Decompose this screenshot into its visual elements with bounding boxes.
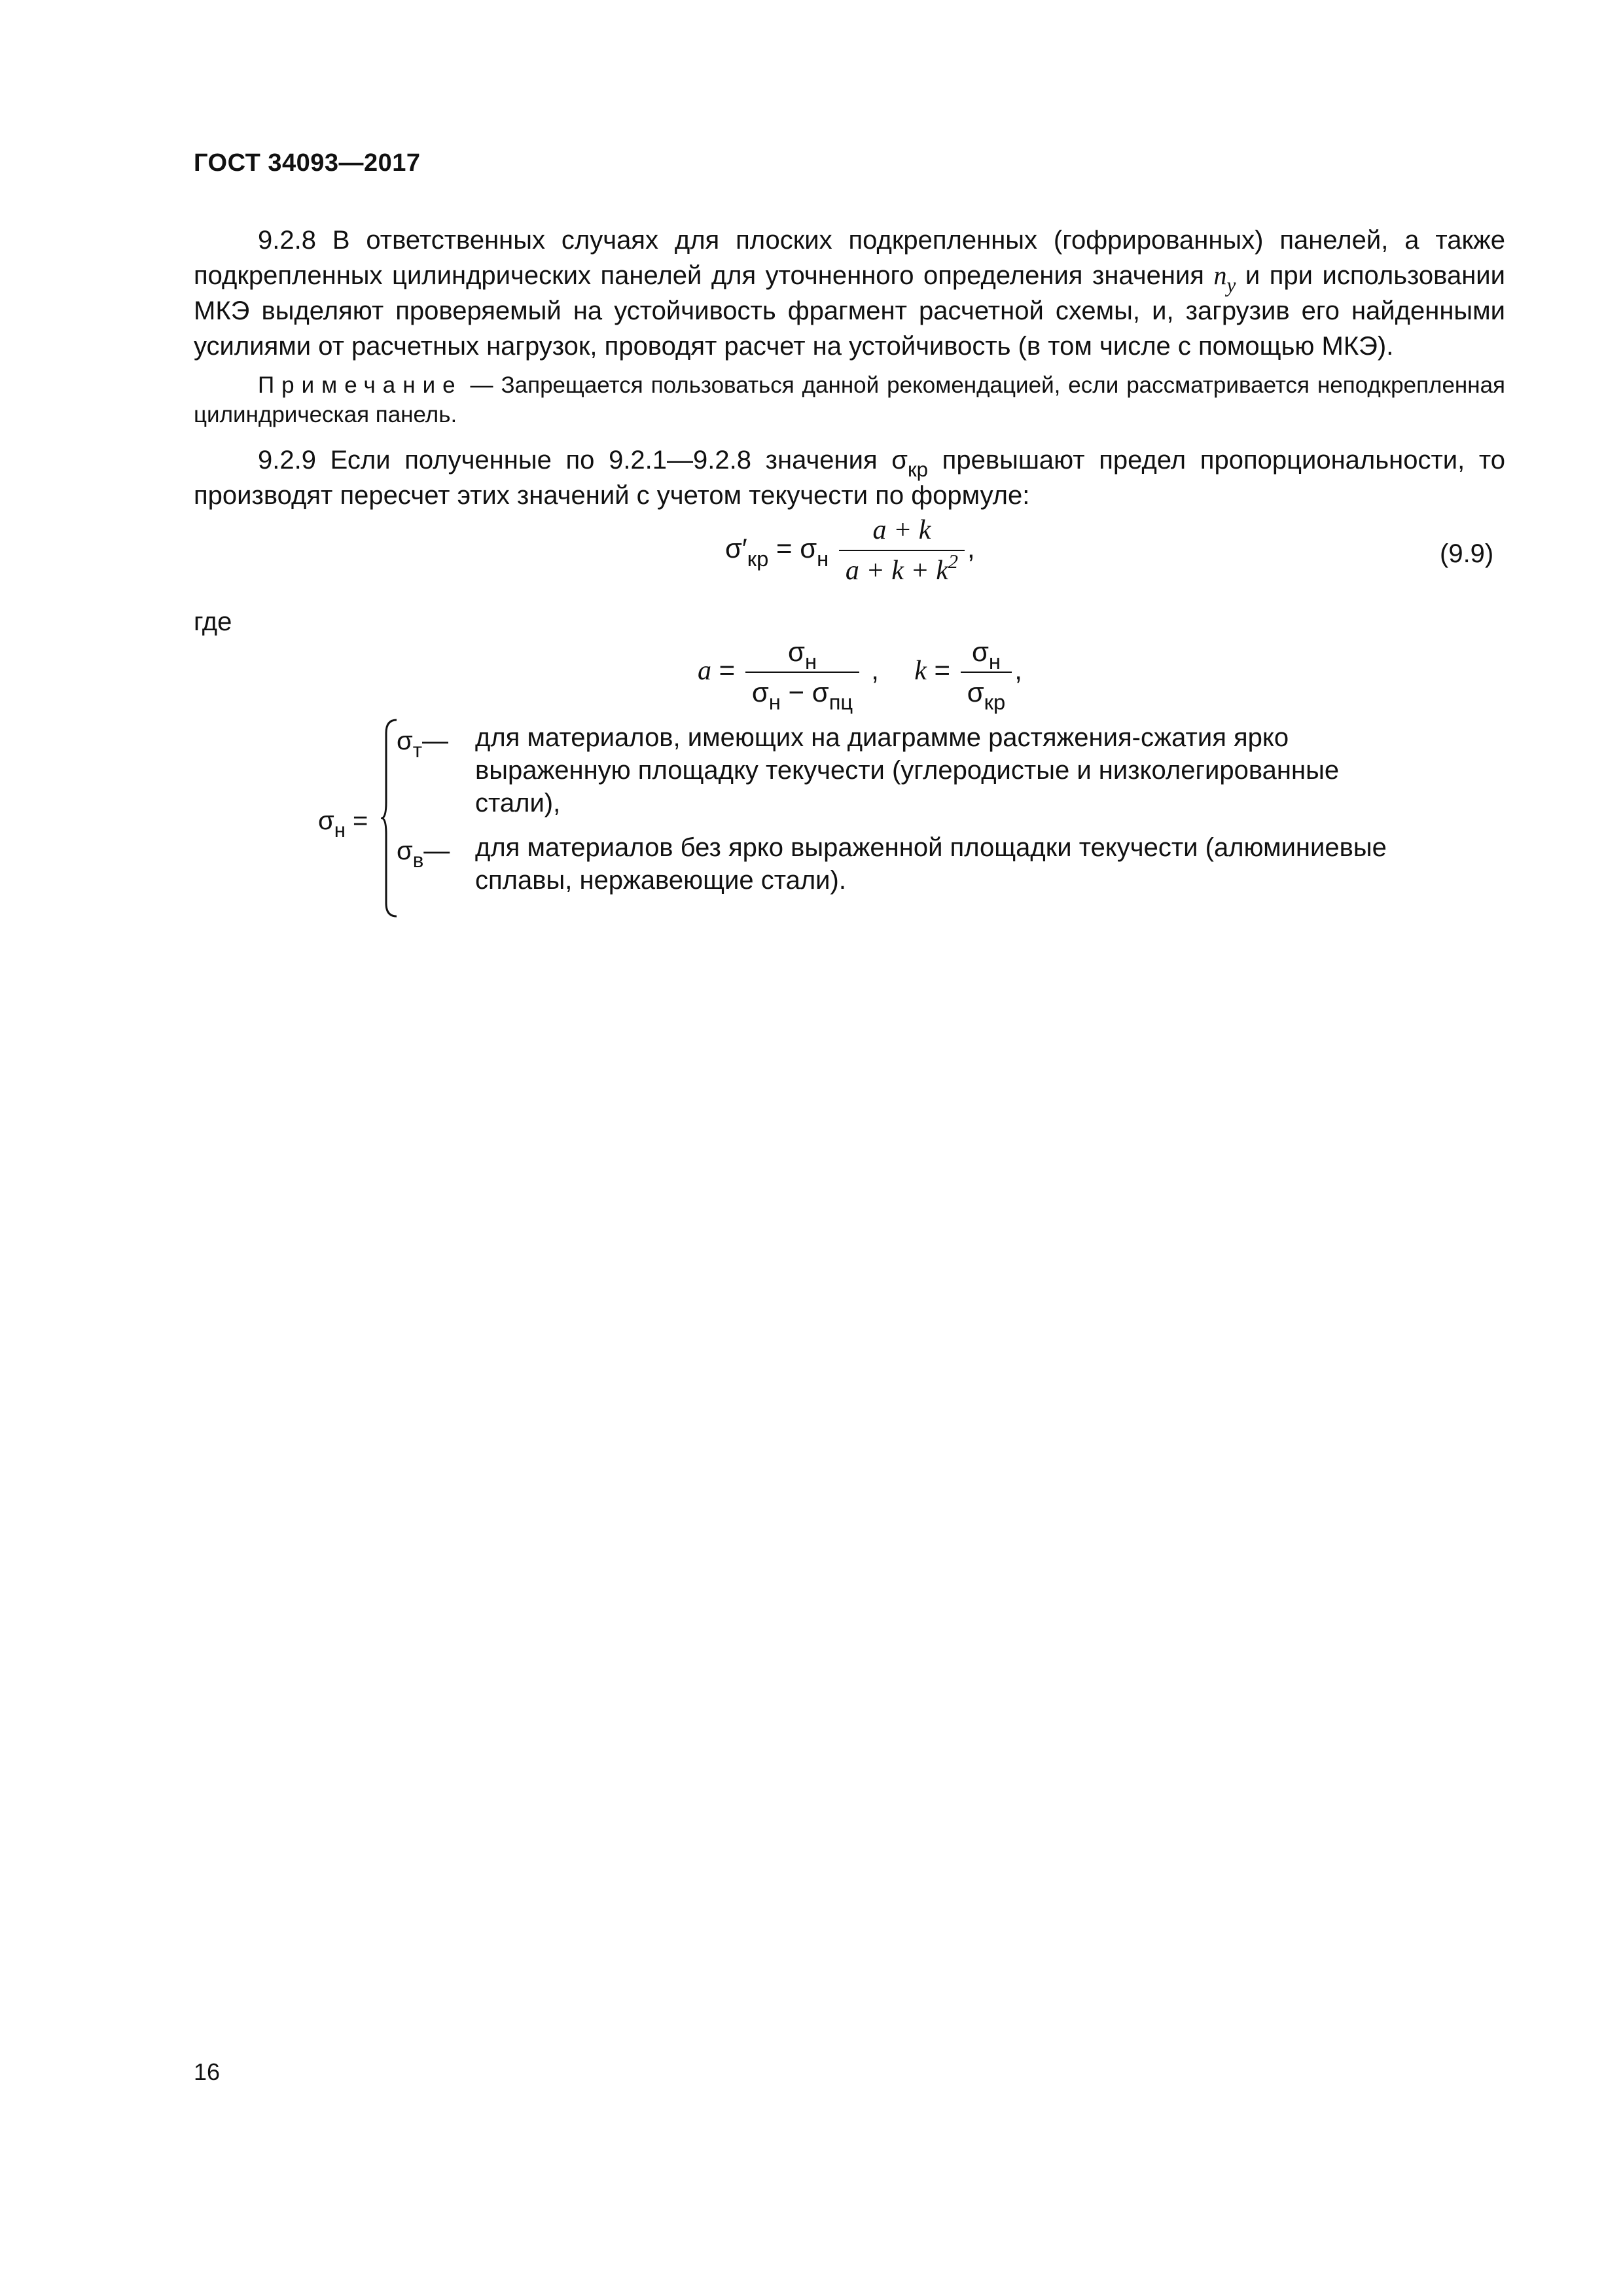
document-header: ГОСТ 34093—2017 — [194, 149, 421, 177]
fraction-denominator — [839, 550, 965, 586]
case-2-symbol — [397, 836, 450, 872]
variable-k: k — [914, 656, 927, 687]
paragraph-text: и при использовании МКЭ выделяют проверяемый на устойчивость фрагмент расчетной схемы, и, загрузив его найденными усилиями от расчетных нагрузок, проводят расчет на устойчивость (в том числе с помощью МКЭ). — [194, 261, 1505, 361]
paragraph-9-2-9 — [194, 442, 1505, 513]
formula-equals: = σ — [768, 533, 817, 564]
page-number: 16 — [194, 2058, 221, 2085]
sigma-symbol: σ — [971, 636, 989, 667]
denominator-text: a + k + k — [845, 556, 948, 586]
formula-equals: = — [926, 655, 958, 686]
sigma-symbol: σ — [397, 726, 413, 755]
note — [194, 370, 1505, 429]
paragraph-text: 9.2.9 Если полученные по 9.2.1—9.2.8 значения σ — [258, 446, 908, 475]
formula-separator: , — [871, 655, 879, 686]
formula-lhs-subscript: кр — [747, 546, 769, 571]
sigma-symbol: σ — [318, 806, 334, 835]
formula-equals: = — [711, 655, 743, 686]
fraction-k — [961, 636, 1012, 715]
sigma-symbol: σ — [967, 677, 984, 708]
sigma-definition-lhs — [318, 806, 368, 842]
formula-9-9 — [725, 514, 975, 586]
case-dash: — — [421, 726, 448, 755]
formula-a-k — [698, 636, 1022, 715]
formula-lhs: σ′ — [725, 533, 747, 564]
sigma-subscript: т — [412, 738, 422, 762]
sigma-subscript: н — [768, 690, 781, 715]
paragraph-9-2-8 — [194, 223, 1505, 364]
case-1-symbol — [397, 726, 448, 762]
formula-trail: , — [967, 533, 975, 564]
case-2-text: для материалов без ярко выраженной площадки текучести (алюминиевые сплавы, нержавеющие стали). — [475, 833, 1387, 895]
formula-trail: , — [1014, 655, 1022, 686]
sigma-subscript: кр — [984, 690, 1006, 715]
sigma-subscript: н — [804, 649, 817, 674]
sigma-symbol: σ — [788, 636, 805, 667]
fraction-a-denominator — [745, 672, 859, 715]
sigma-subscript: кр — [908, 457, 928, 481]
case-dash: — — [423, 836, 450, 865]
paragraph-text: превышают предел пропорциональности, то производят пересчет этих значений с учетом текучести по формуле: — [194, 446, 1506, 510]
formula-equals: = — [345, 806, 368, 835]
sigma-subscript: пц — [829, 690, 853, 715]
note-label: Примечание — [258, 372, 463, 398]
fraction-k-numerator — [961, 636, 1012, 672]
fraction-k-denominator — [961, 672, 1012, 715]
formula-rhs-subscript: н — [817, 546, 829, 571]
case-1-text: для материалов, имеющих на диаграмме растяжения-сжатия ярко выраженную площадку текучести (углеродистые и низколегированные стали), — [475, 723, 1340, 817]
fraction — [839, 514, 965, 586]
paragraph-text: 9.2.8 В ответственных случаях для плоских подкрепленных (гофрированных) панелей, а также подкрепленных цилиндрических панелей для уточненного определения значения — [194, 226, 1505, 290]
fraction-a-numerator — [745, 636, 859, 672]
variable-n: n — [1213, 260, 1227, 290]
sigma-subscript: н — [988, 649, 1001, 674]
denominator-superscript: 2 — [948, 550, 958, 573]
fraction-a — [745, 636, 859, 715]
fraction-numerator: a + k — [872, 515, 931, 545]
note-text: — Запрещается пользоваться данной рекомендацией, если рассматривается неподкрепленная цилиндрическая панель. — [194, 372, 1505, 427]
variable-subscript: y — [1226, 273, 1236, 296]
sigma-symbol: σ — [751, 677, 769, 708]
sigma-subscript: в — [412, 848, 424, 872]
formula-number: (9.9) — [1440, 539, 1494, 568]
sigma-symbol: σ — [397, 836, 413, 865]
minus-sigma: − σ — [780, 677, 829, 708]
where-label: где — [194, 607, 232, 636]
variable-a: a — [698, 656, 711, 687]
sigma-subscript: н — [334, 818, 346, 842]
